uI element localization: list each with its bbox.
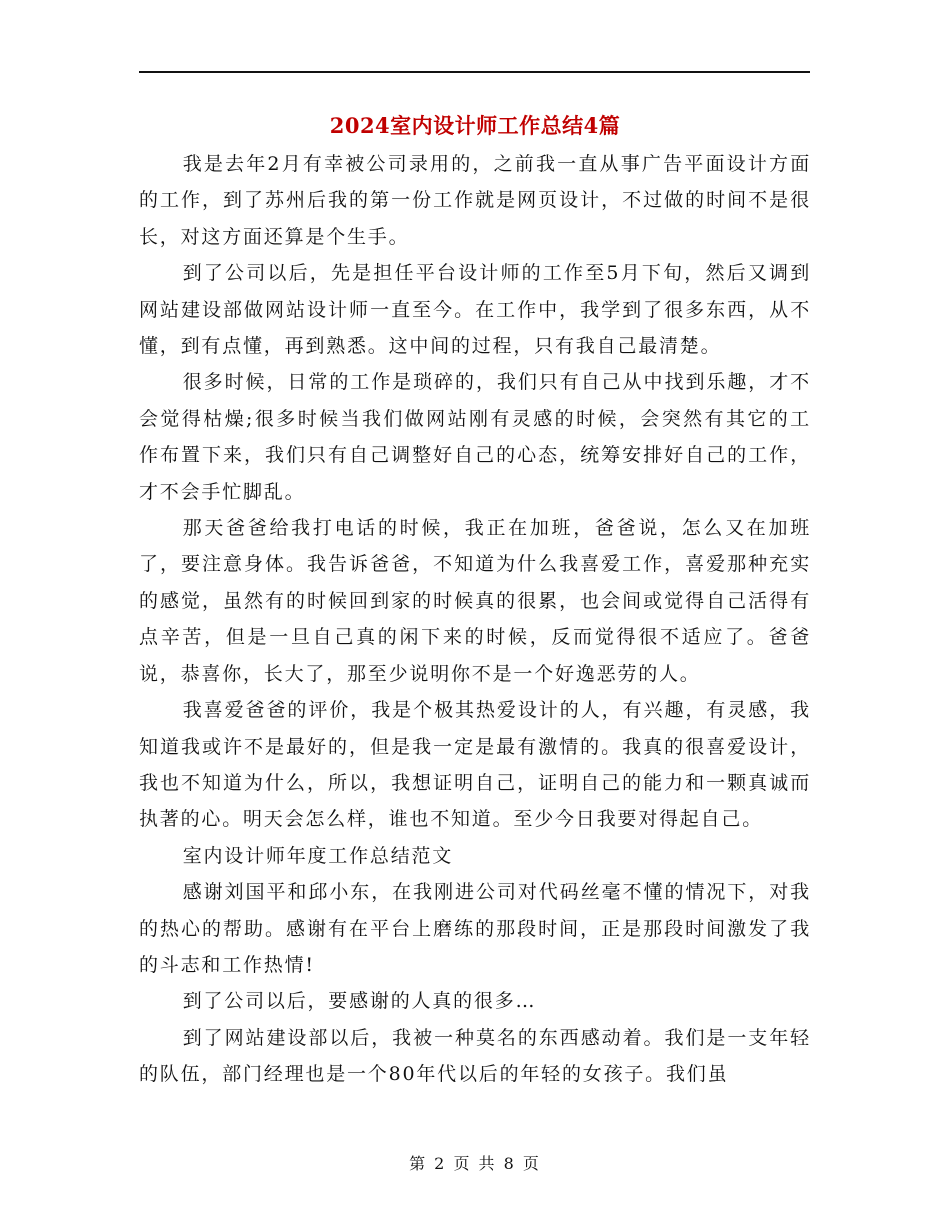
- paragraph: 很多时候，日常的工作是琐碎的，我们只有自己从中找到乐趣，才不会觉得枯燥;很多时候当我们做网站刚有灵感的时候，会突然有其它的工作布置下来，我们只有自己调整好自己的心态，统筹安排好自己的工作，才不会手忙脚乱。: [139, 371, 811, 503]
- paragraph: 到了网站建设部以后，我被一种莫名的东西感动着。我们是一支年轻的队伍，部门经理也是一个80年代以后的年轻的女孩子。我们虽: [139, 1026, 811, 1086]
- paragraph: 我喜爱爸爸的评价，我是个极其热爱设计的人，有兴趣，有灵感，我知道我或许不是最好的，但是我一定是最有激情的。我真的很喜爱设计，我也不知道为什么，所以，我想证明自己，证明自己的能力和一颗真诚而执著的心。明天会怎么样，谁也不知道。至少今日我要对得起自己。: [139, 699, 811, 831]
- document-title: 2024室内设计师工作总结4篇: [329, 113, 621, 138]
- page-number: 第 2 页 共 8 页: [409, 1154, 541, 1173]
- paragraph: 到了公司以后，先是担任平台设计师的工作至5月下旬，然后又调到网站建设部做网站设计师一直至今。在工作中，我学到了很多东西，从不懂，到有点懂，再到熟悉。这中间的过程，只有我自己最清楚。: [139, 262, 811, 358]
- section-heading: 室内设计师年度工作总结范文: [182, 844, 454, 867]
- header-rule: [139, 71, 810, 73]
- paragraph: 感谢刘国平和邱小东，在我刚进公司对代码丝毫不懂的情况下，对我的热心的帮助。感谢有在平台上磨练的那段时间，正是那段时间激发了我的斗志和工作热情!: [139, 881, 811, 976]
- paragraph: 到了公司以后，要感谢的人真的很多…: [182, 990, 537, 1013]
- document-body: [139, 146, 811, 1093]
- paragraph: 我是去年2月有幸被公司录用的，之前我一直从事广告平面设计方面的工作，到了苏州后我的第一份工作就是网页设计，不过做的时间不是很长，对这方面还算是个生手。: [139, 153, 811, 248]
- paragraph: 那天爸爸给我打电话的时候，我正在加班，爸爸说，怎么又在加班了，要注意身体。我告诉爸爸，不知道为什么我喜爱工作，喜爱那种充实的感觉，虽然有的时候回到家的时候真的很累，也会间或觉得自己活得有点辛苦，但是一旦自己真的闲下来的时候，反而觉得很不适应了。爸爸说，恭喜你，长大了，那至少说明你不是一个好逸恶劳的人。: [139, 517, 811, 685]
